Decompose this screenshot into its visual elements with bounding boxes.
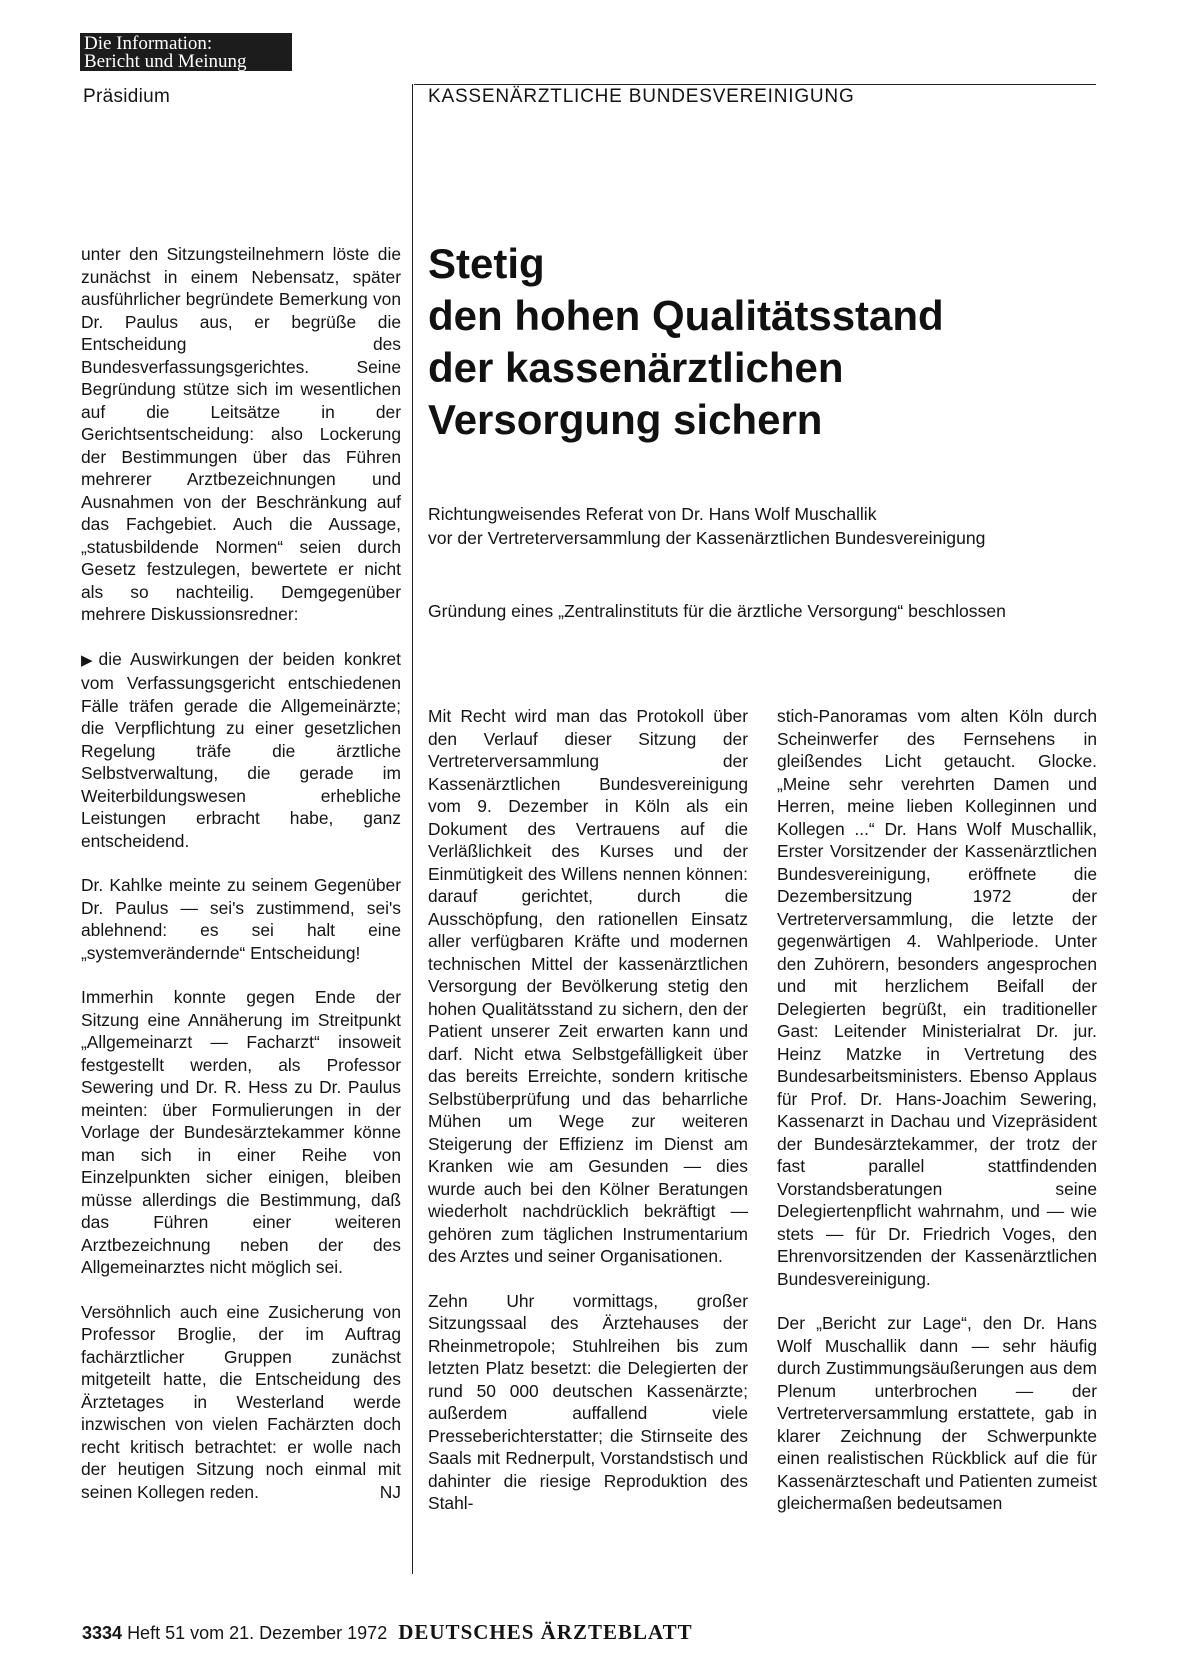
article-subtitle <box>428 502 1098 550</box>
issue-info: Heft 51 vom 21. Dezember 1972 <box>127 1623 388 1643</box>
journal-name: DEUTSCHES ÄRZTEBLATT <box>398 1620 693 1644</box>
section-header-box <box>80 33 292 71</box>
headline-line: Stetig <box>428 240 545 287</box>
section-label-right: KASSENÄRZTLICHE BUNDESVEREINIGUNG <box>428 86 855 107</box>
headline-line: der kassenärztlichen <box>428 344 844 391</box>
middle-column <box>428 705 748 1537</box>
article-decision-line: Gründung eines „Zentralinstituts für die ärztliche Versorgung“ beschlossen <box>428 601 1006 621</box>
bullet-text: die Auswirkungen der beiden konkret vom Verfassungsgericht entschiedenen Fälle träfen gerade die Allgemeinärzte; die Verpflichtung zu einer gesetzlichen Regelung träfe die ärztliche Selbstverwaltung, die gerade im Weiterbildungswesen erhebliche Leistungen erbracht habe, ganz entscheidend. <box>81 648 401 851</box>
section-label-left: Präsidium <box>83 86 171 107</box>
left-paragraph-5 <box>81 1301 401 1504</box>
left-column <box>81 243 401 1525</box>
left-paragraph-2 <box>81 648 401 853</box>
left-paragraph-1: unter den Sitzungsteilnehmern löste die zunächst in einem Nebensatz, später ausführlicher begründete Bemerkung von Dr. Paulus aus, er begrüße die Entscheidung des Bundesverfassungsgerichtes. Seine Begründung stütze sich im wesentlichen auf die Leitsätze in der Gerichtsentscheidung: also Lockerung der Bestimmungen über das Führen mehrerer Arztbezeichnungen und Ausnahmen von der Beschränkung auf das Fachgebiet. Auch die Aussage, „statusbildende Normen“ seien durch Gesetz festzulegen, bewertete er nicht als so nachteilig. Demgegenüber mehrere Diskussionsredner: <box>81 244 401 624</box>
headline-line: den hohen Qualitätsstand <box>428 292 944 339</box>
middle-paragraph-2: Zehn Uhr vormittags, großer Sitzungssaal des Ärztehauses der Rheinmetropole; Stuhlreihen bis zum letzten Platz besetzt: die Delegierten der rund 50 000 deutschen Kassenärzte; außerdem auffallend viele Presseberichterstatter; die Stirnseite des Saals mit Rednerpult, Vorstandstisch und dahinter die riesige Reproduktion des Stahl- <box>428 1290 748 1513</box>
middle-paragraph-1: Mit Recht wird man das Protokoll über den Verlauf dieser Sitzung der Vertreterversammlung der Kassenärztlichen Bundesvereinigung vom 9. Dezember in Köln als ein Dokument des Vertrauens auf die Verläßlichkeit des Kurses und der Einmütigkeit des Willens nennen können: darauf gerichtet, durch die Ausschöpfung, den rationellen Einsatz aller verfügbaren Kräfte und modernen technischen Mittel der kassenärztlichen Versorgung der Bevölkerung stetig den hohen Qualitätsstand zu sichern, den der Patient unserer Zeit erwarten kann und darf. Nicht etwa Selbstgefälligkeit über das bereits Erreichte, sondern kritische Selbstüberprüfung und das beharrliche Mühen um Wege zur weiteren Steigerung der Effizienz im Dienst am Kranken wie am Gesunden — dies wurde auch bei den Kölner Beratungen wiederholt nachdrücklich bekräftigt — gehören zum täglichen Instrumentarium des Arztes und seiner Organisationen. <box>428 706 748 1266</box>
header-box-line1: Die Information: <box>84 33 213 54</box>
subtitle-line-2: vor der Vertreterversammlung der Kassenärztlichen Bundesvereinigung <box>428 528 986 548</box>
column-divider <box>412 84 413 1574</box>
left-paragraph-3: Dr. Kahlke meinte zu seinem Gegenüber Dr. Paulus — sei's zustimmend, sei's ablehnend: es sei halt eine „systemverändernde“ Entscheidung! <box>81 875 401 963</box>
bullet-arrow-icon: ▶ <box>81 651 93 669</box>
left-paragraph-5-text: Versöhnlich auch eine Zusicherung von Professor Broglie, der im Auftrag fachärztlicher Gruppen zunächst mitgeteilt hatte, die Entscheidung des Ärztetages in Westerland werde inzwischen von vielen Fachärzten doch recht kritisch betrachtet: er wolle nach der heutigen Sitzung noch einmal mit seinen Kollegen reden. <box>81 1301 401 1502</box>
author-signature: NJ <box>379 1481 401 1502</box>
headline-line: Versorgung sichern <box>428 396 823 443</box>
right-paragraph-1: stich-Panoramas vom alten Köln durch Scheinwerfer des Fernsehens in gleißendes Licht getaucht. Glocke. „Meine sehr verehrten Damen und Herren, meine lieben Kolleginnen und Kollegen ...“ Dr. Hans Wolf Muschallik, Erster Vorsitzender der Kassenärztlichen Bundesvereinigung, eröffnete die Dezembersitzung 1972 der Vertreterversammlung, die letzte der gegenwärtigen 4. Wahlperiode. Unter den Zuhörern, besonders angesprochen und mit herzlichem Beifall der Delegierten begrüßt, ein traditioneller Gast: Leitender Ministerialrat Dr. jur. Heinz Matzke in Vertretung des Bundesarbeitsministers. Ebenso Applaus für Prof. Dr. Hans-Joachim Sewering, Kassenarzt in Dachau und Vizepräsident der Bundesärztekammer, der trotz der fast parallel stattfindenden Vorstandsberatungen seine Delegiertenpflicht wahrnahm, und — wie stets — für Dr. Friedrich Voges, den Ehrenvorsitzenden der Kassenärztlichen Bundesvereinigung. <box>777 706 1097 1289</box>
article-headline <box>428 238 1088 446</box>
header-box-line2: Bericht und Meinung <box>84 51 247 72</box>
header-rule <box>414 84 1096 85</box>
subtitle-line-1: Richtungweisendes Referat von Dr. Hans Wolf Muschallik <box>428 504 877 524</box>
right-paragraph-2: Der „Bericht zur Lage“, den Dr. Hans Wolf Muschallik dann — sehr häufig durch Zustimmungsäußerungen aus dem Plenum unterbrochen — der Vertreterversammlung erstattete, gab in klarer Zeichnung der Schwerpunkte einen realistischen Rückblick auf die für Kassenärzteschaft und Patienten zumeist gleichermaßen bedeutsamen <box>777 1313 1097 1513</box>
left-paragraph-4: Immerhin konnte gegen Ende der Sitzung eine Annäherung im Streitpunkt „Allgemeinarzt — Facharzt“ insoweit festgestellt werden, als Professor Sewering und Dr. R. Hess zu Dr. Paulus meinten: über Formulierungen in der Vorlage der Bundesärztekammer könne man sich in einer Reihe von Einzelpunkten sicher einigen, bleiben müsse allerdings die Bestimmung, daß das Führen einer weiteren Arztbezeichnung neben der des Allgemeinarztes nicht möglich sei. <box>81 987 401 1277</box>
page-number: 3334 <box>82 1623 123 1643</box>
right-column <box>777 705 1097 1537</box>
page-footer <box>82 1620 693 1645</box>
